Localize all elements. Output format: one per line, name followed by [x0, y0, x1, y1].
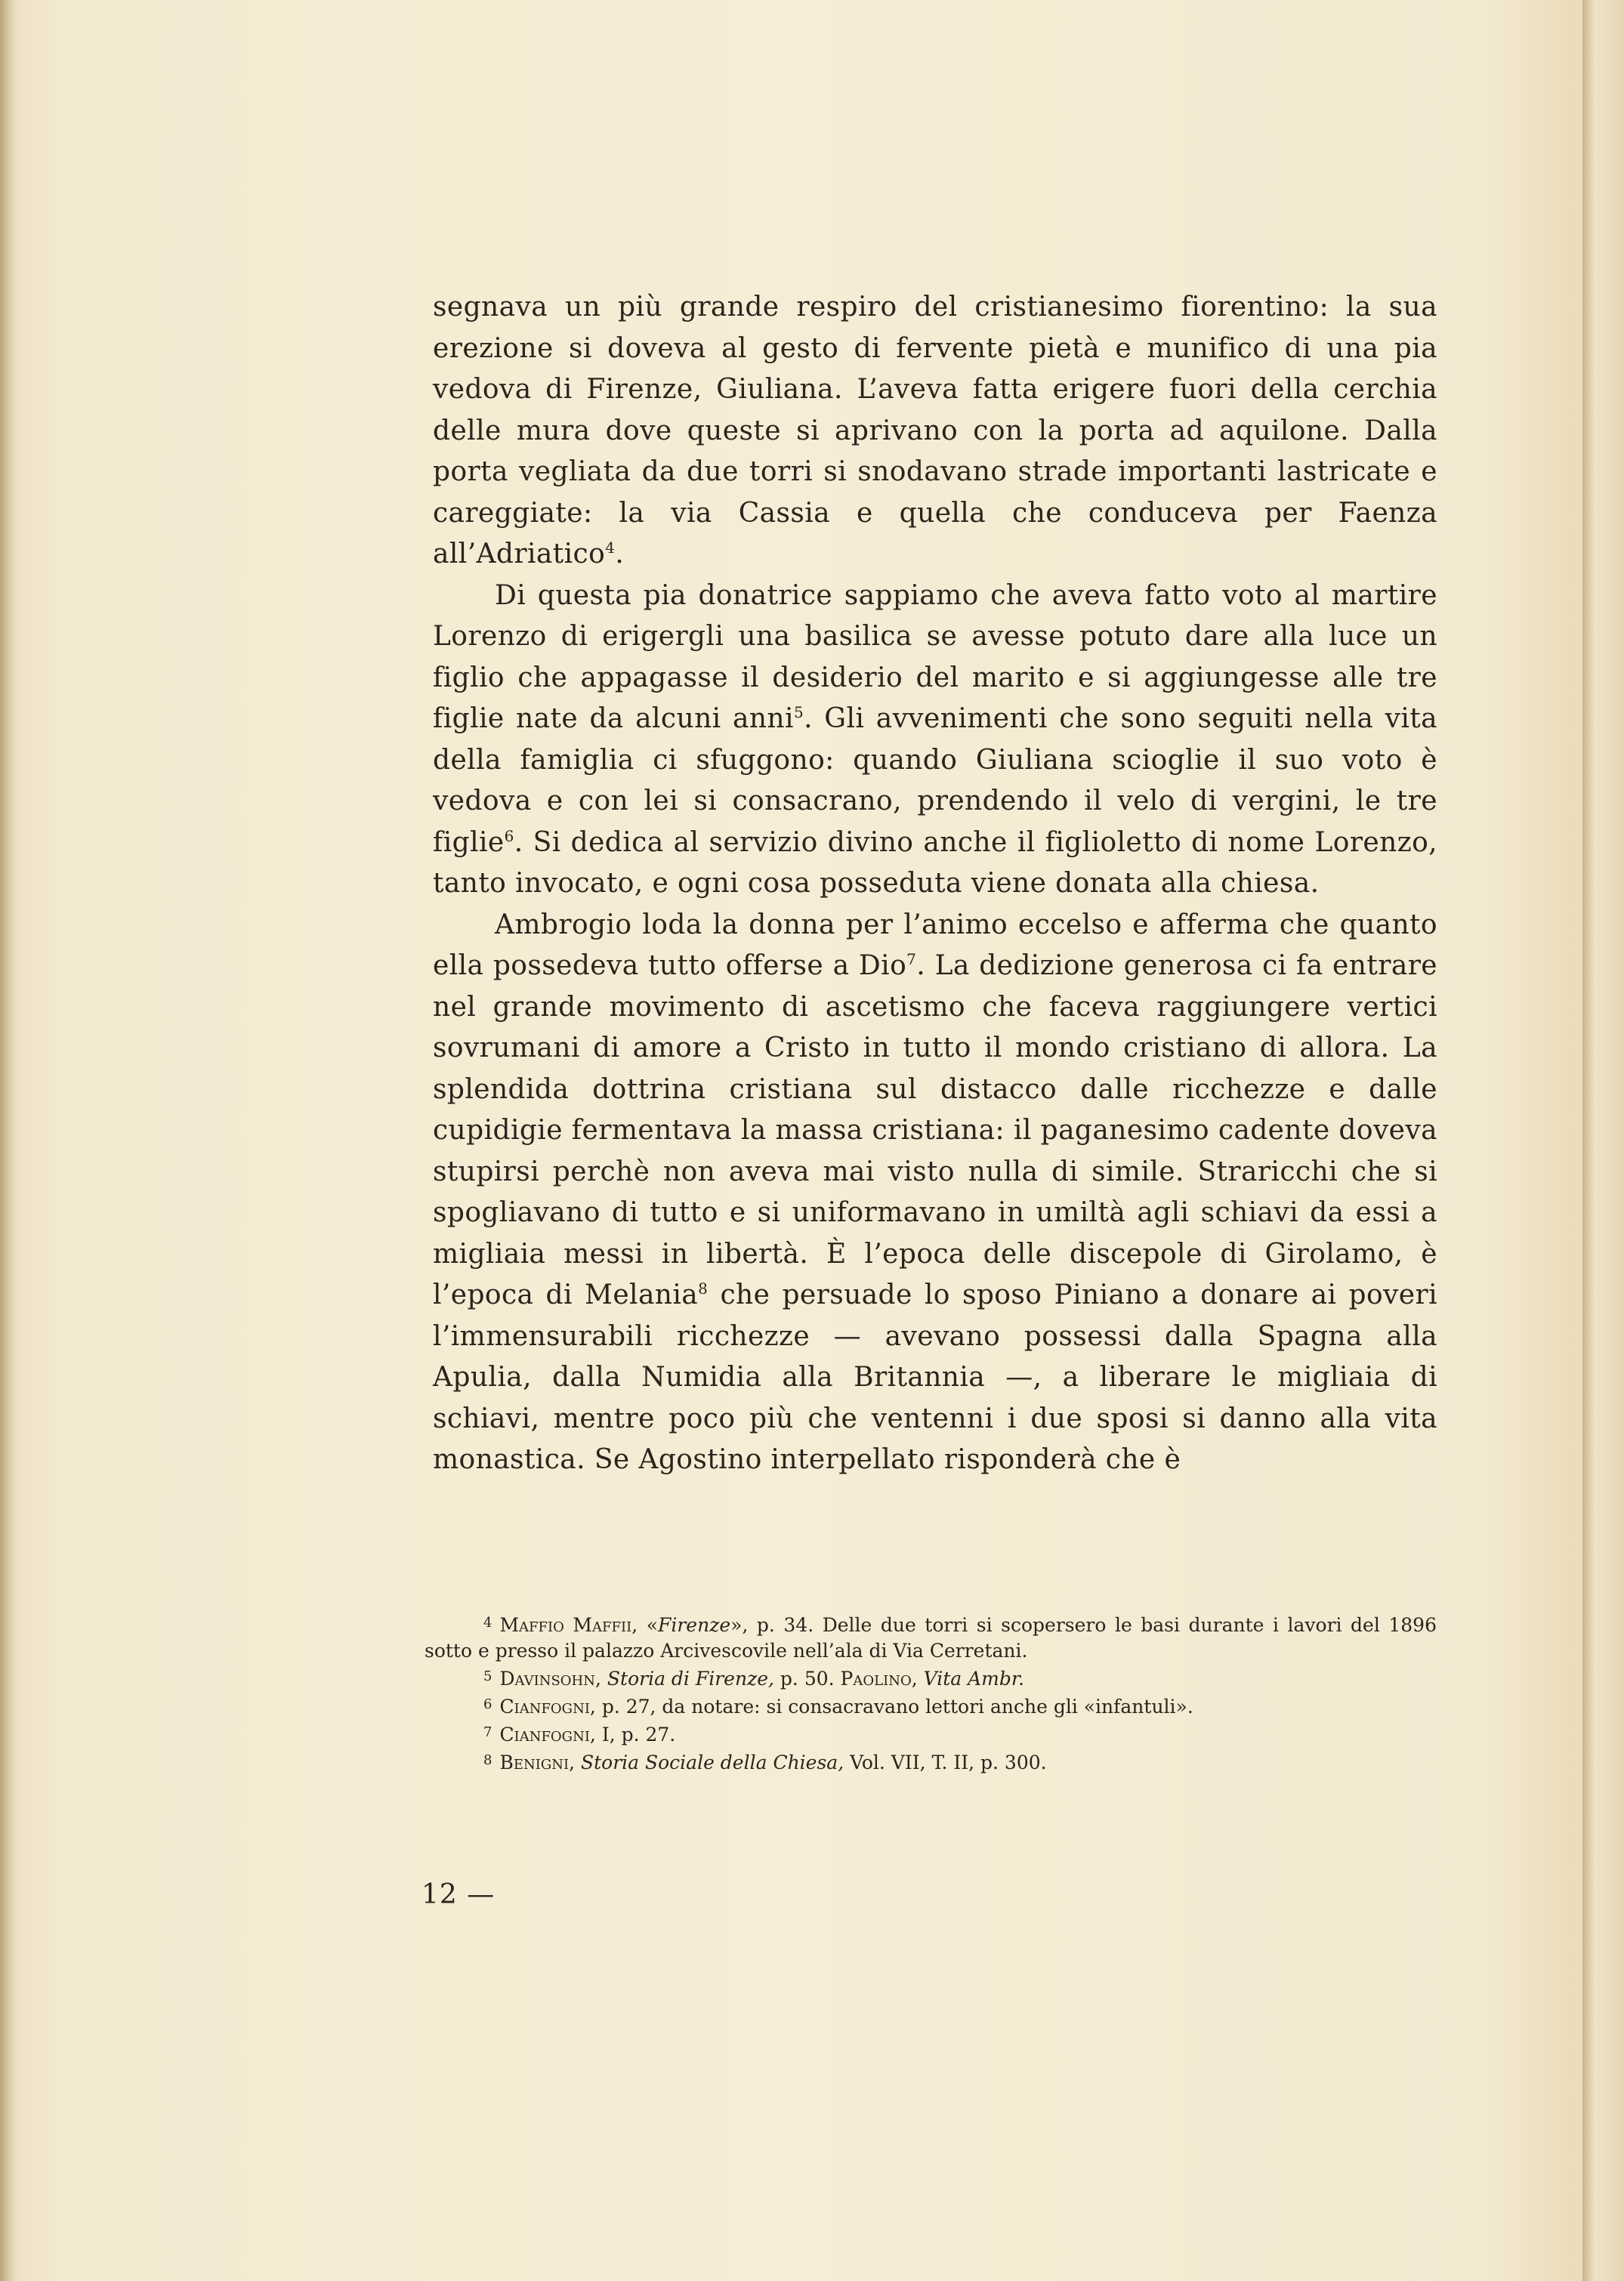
footnote-5: $^5$ Davinsohn, Storia di Firenze, p. 50. Paolino, Vita Ambr.	[483, 1668, 1025, 1690]
main-text	[433, 287, 1437, 1481]
page-number: 12 —	[421, 1879, 496, 1910]
note-ref-5: 5	[793, 703, 804, 721]
paragraph-3: Ambrogio loda la donna per l’animo eccelso e afferma che quanto ella possedeva tutto offerse a Dio$^7$. La dedizione generosa ci fa entrare nel grande movimento di ascetismo che faceva raggiungere vertici sovrumani di amore a Cristo in tutto il mondo cristiano di allora. La splendida dottrina cristiana sul distacco dalle ricchezze e dalle cupidigie fermentava la massa cristiana: il paganesimo cadente doveva stupirsi perchè non aveva mai visto nulla di simile. Straricchi che si spogliavano di tutto e si uniformavano in umiltà agli schiavi da essi a migliaia messi in libertà. È l’epoca delle discepole di Girolamo, è l’epoca di Melania$^8$ che persuade lo sposo Piniano a donare ai poveri l’immensurabili ricchezze — avevano possessi dalla Spagna alla Apulia, dalla Numidia alla Britannia —, a liberare le migliaia di schiavi, mentre poco più che ventenni i due sposi si danno alla vita monastica. Se Agostino interpellato risponderà che è	[433, 909, 1438, 1475]
footnote-7: $^7$ Cianfogni, I, p. 27.	[483, 1724, 676, 1745]
note-ref-6: 6	[504, 826, 514, 845]
footnote-6: $^6$ Cianfogni, p. 27, da notare: si consacravano lettori anche gli «infantuli».	[483, 1696, 1193, 1718]
footnote-4: $^4$ Maffio Maffii, «Firenze», p. 34. Delle due torri si scopersero le basi durante i lavori del 1896 sotto e presso il palazzo Arcivescovile nell’ala di Via Cerretani.	[425, 1614, 1437, 1662]
note-ref-4: 4	[605, 539, 616, 557]
paragraph-2: Di questa pia donatrice sappiamo che aveva fatto voto al martire Lorenzo di erigergli una basilica se avesse potuto dare alla luce un figlio che appagasse il desiderio del marito e si aggiungesse alle tre figlie nate da alcuni anni$^5$. Gli avvenimenti che sono seguiti nella vita della famiglia ci sfuggono: quando Giuliana scioglie il suo voto è vedova e con lei si consacrano, prendendo il velo di vergini, le tre figlie$^6$. Si dedica al servizio divino anche il figlioletto di nome Lorenzo, tanto invocato, e ogni cosa posseduta viene donata alla chiesa.	[433, 579, 1437, 899]
next-page-edge	[1582, 0, 1624, 2281]
footnotes	[425, 1610, 1437, 1776]
footnote-8: $^8$ Benigni, Storia Sociale della Chiesa, Vol. VII, T. II, p. 300.	[483, 1752, 1047, 1773]
paragraph-1: segnava un più grande respiro del cristianesimo fiorentino: la sua erezione si doveva al gesto di fervente pietà e munifico di una pia vedova di Firenze, Giuliana. L’aveva fatta erigere fuori della cerchia delle mura dove queste si aprivano con la porta ad aquilone. Dalla porta vegliata da due torri si snodavano strade importanti lastricate e careggiate: la via Cassia e quella che conduceva per Faenza all’Adriatico$^4$.	[433, 292, 1437, 569]
note-ref-8: 8	[698, 1279, 709, 1298]
note-ref-7: 7	[906, 950, 917, 968]
